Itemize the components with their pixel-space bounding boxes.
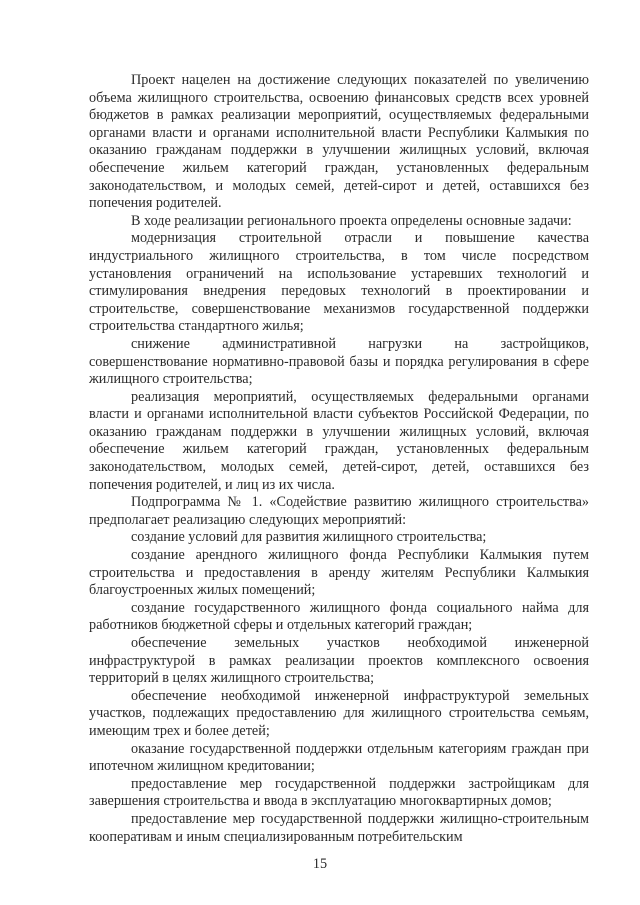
page-number: 15 (312, 856, 328, 872)
paragraph-measure-developers: предоставление мер государственной поддержки застройщикам для завершения строительства и ввода в эксплуатацию многоквартирных домов; (89, 775, 589, 810)
paragraph-measure-large-families: обеспечение необходимой инженерной инфраструктурой земельных участков, подлежащих предоставлению для жилищного строительства семьям, имеющим трех и более детей; (89, 687, 589, 739)
paragraph-measure-conditions: создание условий для развития жилищного строительства; (131, 529, 487, 546)
paragraph-tasks-intro: В ходе реализации регионального проекта определены основные задачи: (131, 212, 572, 229)
paragraph-task-admin-load: снижение административной нагрузки на застройщиков, совершенствование нормативно-правовой базы и порядка регулирования в сфере жилищного строительства; (89, 335, 589, 388)
paragraph-measure-social-fund: создание государственного жилищного фонда социального найма для работников бюджетной сферы и отдельных категорий граждан; (89, 599, 589, 634)
paragraph-subprogram-1: Подпрограмма № 1. «Содействие развитию жилищного строительства» предполагает реализацию следующих мероприятий: (89, 494, 589, 528)
paragraph-task-support-measures: реализация мероприятий, осуществляемых федеральными органами власти и органами исполнительной власти субъектов Российской Федерации, по оказанию гражданам поддержки в улучшении жилищных условий, включая обеспечение жильем категорий граждан, установленных федеральным законодательством, молодых семей, детей-сирот, детей, оставшихся без попечения родителей, и лиц из их числа. (89, 388, 589, 493)
paragraph-measure-mortgage: оказание государственной поддержки отдельным категориям граждан при ипотечном жилищном кредитовании; (89, 740, 589, 775)
paragraph-measure-cooperatives: предоставление мер государственной поддержки жилищно-строительным кооперативам и иным специализированным потребительским (89, 810, 589, 845)
document-body (89, 72, 589, 846)
paragraph-measure-infrastructure: обеспечение земельных участков необходимой инженерной инфраструктурой в рамках реализации проектов комплексного освоения территорий в целях жилищного строительства; (89, 635, 589, 687)
paragraph-project-goals: Проект нацелен на достижение следующих показателей по увеличению объема жилищного строительства, освоению финансовых средств всех уровней бюджетов в рамках реализации мероприятий, осуществляемых федеральными органами власти и органами исполнительной власти Республики Калмыкия по оказанию гражданам поддержки в улучшении жилищных условий, включая обеспечение жильем категорий граждан, установленных федеральным законодательством, и молодых семей, детей-сирот и детей, оставшихся без попечения родителей. (89, 72, 589, 212)
paragraph-task-modernization: модернизация строительной отрасли и повышение качества индустриального жилищного строительства, в том числе посредством установления ограничений на использование устаревших технологий и стимулирования внедрения передовых технологий в проектировании и строительстве, совершенствование механизмов государственной поддержки строительства стандартного жилья; (89, 230, 589, 335)
paragraph-measure-rental-fund: создание арендного жилищного фонда Республики Калмыкия путем строительства и предоставления в аренду жителям Республики Калмыкия благоустроенных жилых помещений; (89, 547, 589, 599)
